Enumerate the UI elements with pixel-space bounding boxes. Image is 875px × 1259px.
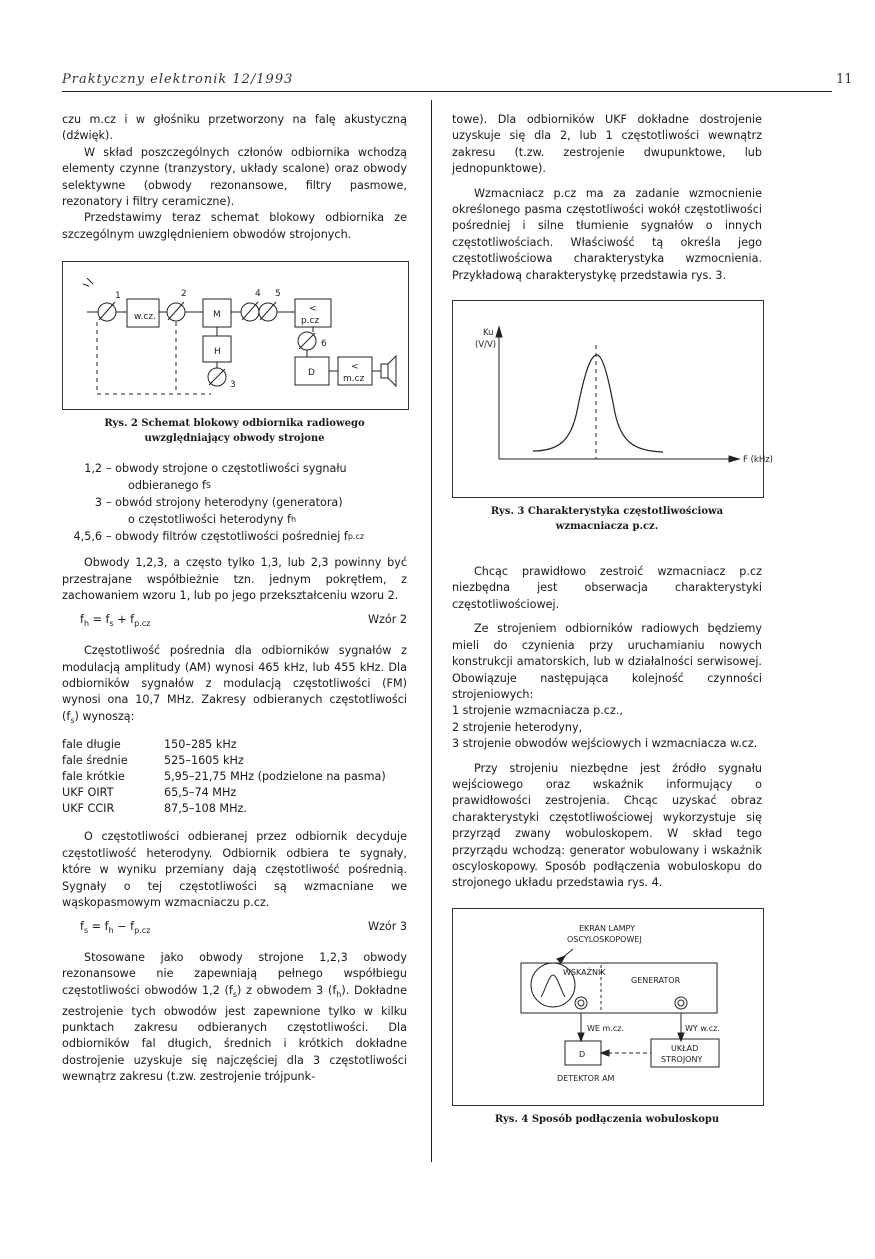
circuit-number: 6 — [321, 339, 327, 350]
figure-4-wobbuloscope-connection — [452, 908, 764, 1106]
y-axis-unit: (V/V) — [475, 340, 497, 351]
left-column — [62, 112, 407, 1094]
circuit-number: 3 — [230, 380, 236, 391]
right-column — [452, 112, 773, 1141]
figure-2-caption: Rys. 2 Schemat blokowy odbiornika radiowego uwzględniający obwody strojone — [104, 418, 365, 445]
block-diagram-svg — [63, 262, 408, 409]
x-axis-label: F (kHz) — [743, 455, 773, 466]
circuit-number: 4 — [255, 289, 261, 300]
block-label-wcz: w.cz. — [134, 312, 156, 323]
wobbuloscope-diagram — [453, 909, 763, 1105]
figure-4-caption: Rys. 4 Sposób podłączenia wobuloskopu — [494, 1113, 720, 1125]
tuned-circuit-label: STROJONY — [661, 1054, 703, 1064]
wobbuloscope-box — [521, 963, 717, 1013]
paragraph: Wzmacniacz p.cz ma za zadanie wzmocnienie określonego pasma częstotliwości wokół częstotliwości pośredniej i silne tłumienie sygnałów o innych częstotliwościach. Właściwość tą określa jego częstotliwościowa charakterystyka wzmocnienia. Przykładową charakterystykę przedstawia rys. 3. — [452, 186, 762, 282]
circuit-number: 5 — [275, 289, 281, 300]
indicator-label: WSKAŹNIK — [563, 967, 606, 977]
detector-label: DETEKTOR AM — [557, 1073, 615, 1083]
formula-label: Wzór 2 — [367, 613, 407, 627]
circuit-number: 1 — [115, 291, 121, 302]
detector-symbol: D — [579, 1049, 586, 1059]
block-label-mcz: m.cz — [343, 374, 365, 385]
tuning-steps-list — [452, 703, 762, 752]
paragraph: Przedstawimy teraz schemat blokowy odbiornika ze szczególnym uwzględnieniem obwodów strojonych. — [62, 211, 407, 241]
paragraph: O częstotliwości odbieranej przez odbiornik decyduje częstotliwość heterodyny. Odbiornik odbiera te sygnały, które w wyniku przemiany dają częstotliwość pośrednią. Sygnały o tej częstotliwości są wzmacniane we wąskopasmowym wzmacniaczu p.cz. — [62, 830, 407, 909]
figure-3-frequency-response — [452, 300, 773, 498]
column-divider — [431, 100, 432, 1162]
paragraph: Chcąc prawidłowo zestroić wzmacniacz p.cz niezbędna jest obserwacja charakterystyki częstotliwościowej. — [452, 565, 762, 611]
tuned-circuit-label: UKŁAD — [671, 1043, 699, 1053]
table-row: fale krótkie 5,95–21,75 MHz (podzielone na pasma) — [62, 770, 386, 784]
formula-3: $f_s = f_h - f_{p.cz}$ Wzór 3 — [80, 919, 407, 940]
input-label: WE m.cz. — [587, 1023, 624, 1033]
block-amp-symbol: < — [351, 362, 359, 373]
block-label-d: D — [308, 368, 315, 379]
response-curve — [533, 355, 663, 452]
paragraph: Częstotliwość pośrednia dla odbiorników sygnałów z modulacją amplitudy (AM) wynosi 465 kHz, lub 455 kHz. Dla odbiorników sygnałów z modulacją częstotliwości (FM) wynosi ona 10,7 MHz. Zakresy odbieranych częstotliwości $(f_s)$ wynoszą: — [62, 644, 407, 725]
paragraph: Obwody 1,2,3, a często tylko 1,3, lub 2,3 powinny być przestrajane współbieżnie tzn. jednym pokrętłem, z zachowaniem wzoru 1, lub po jego przekształceniu wzoru 2. — [62, 556, 407, 603]
paragraph: towe). Dla odbiorników UKF dokładne dostrojenie uzyskuje się dla 2, lub 1 częstotliwości wewnątrz zakresu (t.zw. zestrojenie dwupunktowe, lub jednopunktowe). — [452, 113, 762, 176]
table-row: UKF OIRT 65,5–74 MHz — [62, 786, 237, 800]
paragraph: Ze strojeniem odbiorników radiowych będziemy mieli do czynienia przy uruchamianiu nowych konstrukcji amatorskich, lub w działalności serwisowej. Obowiązuje następująca kolejność czynności strojeniowych: — [452, 622, 762, 701]
block-label-pcz: p.cz — [301, 316, 320, 327]
header-rule — [62, 91, 832, 92]
block-amp-symbol: < — [309, 304, 317, 315]
block-label-m: M — [213, 310, 221, 321]
y-axis-label: Ku — [483, 328, 494, 339]
circuit-number: 2 — [181, 289, 187, 300]
table-row: UKF CCIR 87,5–108 MHz. — [62, 802, 247, 816]
block-label-h: H — [214, 347, 221, 358]
x-axis-arrow — [729, 456, 739, 462]
list-item: 1 strojenie wzmacniacza p.cz., — [452, 704, 623, 718]
paragraph: Przy strojeniu niezbędne jest źródło sygnału wejściowego oraz wskaźnik informujący o prawidłowości zestrojenia. Chcąc uzyskać obraz charakterystyki częstotliwościowej wykorzystuje się przyrząd zwany wobuloskopem. W skład tego przyrządu wchodzą: generator wobulowany i wskaźnik oscyloskopowy. Sposób podłączenia wobuloskopu do strojonego układu przedstawia rys. 4. — [452, 761, 762, 890]
screen-label: OSCYLOSKOPOWEJ — [567, 934, 642, 944]
paragraph: czu m.cz i w głośniku przetworzony na falę akustyczną (dźwięk). — [62, 113, 407, 143]
paragraph: Stosowane jako obwody strojone 1,2,3 obwody rezonansowe nie zapewniają pełnego współbiegu częstotliwości obwodów 1,2 $(f_s)$ z obwodem 3 $(f_h)$. Dokładne zestrojenie tych obwodów jest zapewnione tylko w kilku punktach zakresu odbieranych częstotliwości. Dla odbiorników fal długich, średnich i krótkich dokładne dostrojenie uzyskuje się najczęściej dla 3 częstotliwości wewnątrz zakresu (t.zw. zestrojenie trójpunk- — [62, 951, 407, 1084]
table-row: fale średnie 525–1605 kHz — [62, 754, 244, 768]
generator-label: GENERATOR — [631, 975, 681, 985]
paragraph: W skład poszczególnych członów odbiornika wchodzą elementy czynne (tranzystory, układy scalone) oraz obwody selektywne (obwody rezonansowe, filtry pasmowe, rezonatory i filtry ceramiczne). — [62, 145, 407, 209]
frequency-bands-table — [62, 737, 407, 817]
running-header-title: Praktyczny elektronik 12/1993 — [62, 72, 294, 87]
formula-label: Wzór 3 — [367, 920, 407, 934]
frequency-response-chart — [453, 301, 773, 497]
figure-2-legend: 1,2 – obwody strojone o częstotliwości sygnału odbieranego f S 3 – obwód strojony heterodyny (generatora) o częstotliwości heterodyny f h 4,5,6 – obwody filtrów częstotliwości pośredniej f p.cz — [73, 462, 365, 544]
screen-label: EKRAN LAMPY — [579, 923, 636, 933]
formula-2: $f_h = f_s + f_{p.cz}$ Wzór 2 — [80, 612, 407, 633]
figure-2-block-diagram — [62, 261, 409, 410]
figure-3-caption: Rys. 3 Charakterystyka częstotliwościowa wzmacniacza p.cz. — [490, 506, 724, 533]
list-item: 3 strojenie obwodów wejściowych i wzmacniacza w.cz. — [452, 737, 758, 751]
page-number: 11 — [836, 72, 853, 87]
output-label: WY w.cz. — [685, 1023, 720, 1033]
table-row: fale długie 150–285 kHz — [62, 738, 237, 752]
y-axis-arrow — [496, 327, 502, 337]
list-item: 2 strojenie heterodyny, — [452, 720, 583, 734]
